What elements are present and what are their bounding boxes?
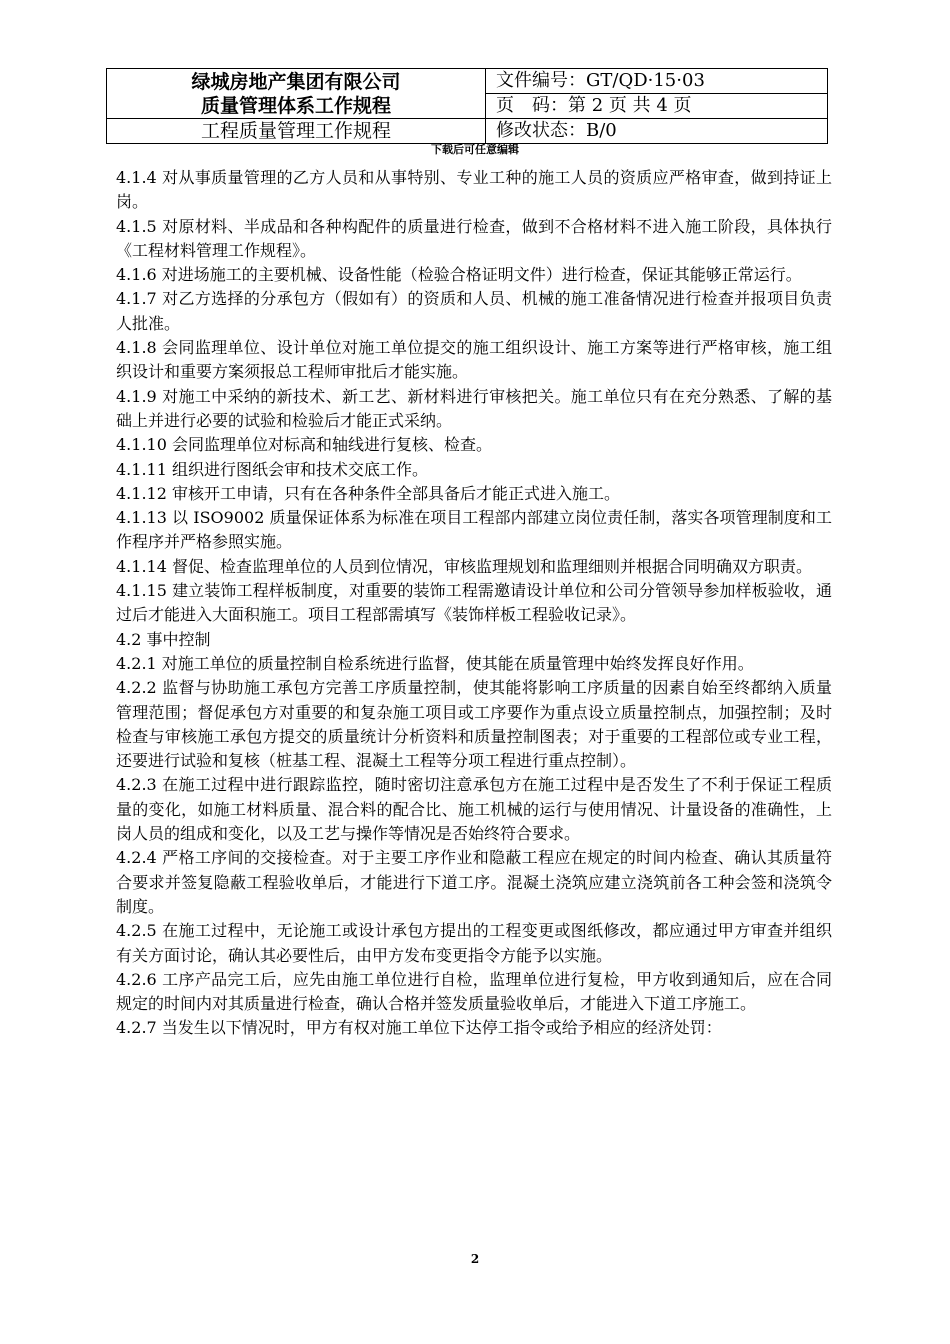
paragraph: 4.1.15 建立装饰工程样板制度，对重要的装饰工程需邀请设计单位和公司分管领导参加样板验收，通过后才能进入大面积施工。项目工程部需填写《装饰样板工程验收记录》。 — [116, 581, 832, 625]
revision-cell — [486, 119, 828, 144]
file-number-cell — [486, 69, 828, 94]
company-cell — [107, 69, 486, 119]
page-number: 2 — [470, 1252, 480, 1266]
page-info-cell — [486, 94, 828, 119]
doc-title: 工程质量管理工作规程 — [200, 120, 391, 142]
company-name: 绿城房地产集团有限公司 — [191, 70, 401, 93]
paragraph: 4.1.7 对乙方选择的分承包方（假如有）的资质和人员、机械的施工准备情况进行检查并报项目负责人批准。 — [116, 289, 832, 333]
revision-label: 修改状态： — [496, 120, 586, 141]
file-number: GT/QD·15·03 — [586, 70, 705, 91]
paragraph: 4.2.7 当发生以下情况时，甲方有权对施工单位下达停工指令或给予相应的经济处罚： — [116, 1018, 722, 1038]
paragraph: 4.1.12 审核开工申请，只有在各种条件全部具备后才能正式进入施工。 — [116, 483, 620, 503]
paragraph: 4.2.2 监督与协助施工承包方完善工序质量控制，使其能将影响工序质量的因素自始至终都纳入质量管理范围；督促承包方对重要的和复杂施工项目或工序要作为重点设立质量控制点，加强控制；及时检查与审核施工承包方提交的质量统计分析资料和质量控制图表；对于重要的工程部位或专业工程，还要进行试验和复核（桩基工程、混凝土工程等分项工程进行重点控制）。 — [116, 678, 832, 771]
paragraph: 4.2.4 严格工序间的交接检查。对于主要工序作业和隐蔽工程应在规定的时间内检查、确认其质量符合要求并签复隐蔽工程验收单后，才能进行下道工序。混凝土浇筑应建立浇筑前各工种会签和浇筑令制度。 — [116, 848, 832, 916]
paragraph: 4.1.13 以 ISO9002 质量保证体系为标准在项目工程部内部建立岗位责任制，落实各项管理制度和工作程序并严格参照实施。 — [116, 508, 832, 552]
paragraph: 4.1.11 组织进行图纸会审和技术交底工作。 — [116, 459, 428, 479]
paragraph: 4.1.6 对进场施工的主要机械、设备性能（检验合格证明文件）进行检查，保证其能够正常运行。 — [116, 265, 802, 285]
paragraph: 4.1.14 督促、检查监理单位的人员到位情况，审核监理规划和监理细则并根据合同明确双方职责。 — [116, 556, 812, 576]
paragraph: 4.1.4 对从事质量管理的乙方人员和从事特别、专业工种的施工人员的资质应严格审查，做到持证上岗。 — [116, 168, 832, 212]
section-heading: 4.2 事中控制 — [116, 629, 211, 649]
paragraph: 4.2.1 对施工单位的质量控制自检系统进行监督，使其能在质量管理中始终发挥良好作用。 — [116, 653, 754, 673]
page-label: 页 码： — [496, 95, 568, 116]
page-info: 第 2 页 共 4 页 — [568, 95, 692, 116]
paragraph: 4.2.6 工序产品完工后，应先由施工单位进行自检，监理单位进行复检，甲方收到通知后，应在合同规定的时间内对其质量进行检查，确认合格并签发质量验收单后，才能进入下道工序施工。 — [116, 969, 832, 1014]
header-table — [106, 68, 828, 144]
file-number-label: 文件编号： — [496, 70, 586, 91]
system-title: 质量管理体系工作规程 — [200, 94, 391, 117]
paragraph: 4.2.5 在施工过程中，无论施工或设计承包方提出的工程变更或图纸修改，都应通过甲方审查并组织有关方面讨论，确认其必要性后，由甲方发布变更指令方能予以实施。 — [116, 921, 832, 965]
paragraph: 4.1.5 对原材料、半成品和各种构配件的质量进行检查，做到不合格材料不进入施工阶段，具体执行《工程材料管理工作规程》。 — [116, 216, 832, 260]
revision-status: B/0 — [586, 120, 617, 141]
body-text — [116, 166, 832, 1041]
paragraph: 4.1.8 会同监理单位、设计单位对施工单位提交的施工组织设计、施工方案等进行严格审核，施工组织设计和重要方案须报总工程师审批后才能实施。 — [116, 338, 832, 382]
doc-title-cell — [107, 119, 486, 144]
download-note: 下载后可任意编辑 — [431, 143, 519, 156]
paragraph: 4.1.10 会同监理单位对标高和轴线进行复核、检查。 — [116, 435, 492, 455]
paragraph: 4.1.9 对施工中采纳的新技术、新工艺、新材料进行审核把关。施工单位只有在充分熟悉、了解的基础上并进行必要的试验和检验后才能正式采纳。 — [116, 386, 832, 430]
paragraph: 4.2.3 在施工过程中进行跟踪监控，随时密切注意承包方在施工过程中是否发生了不利于保证工程质量的变化，如施工材料质量、混合料的配合比、施工机械的运行与使用情况、计量设备的准确性，上岗人员的组成和变化，以及工艺与操作等情况是否始终符合要求。 — [116, 775, 832, 844]
